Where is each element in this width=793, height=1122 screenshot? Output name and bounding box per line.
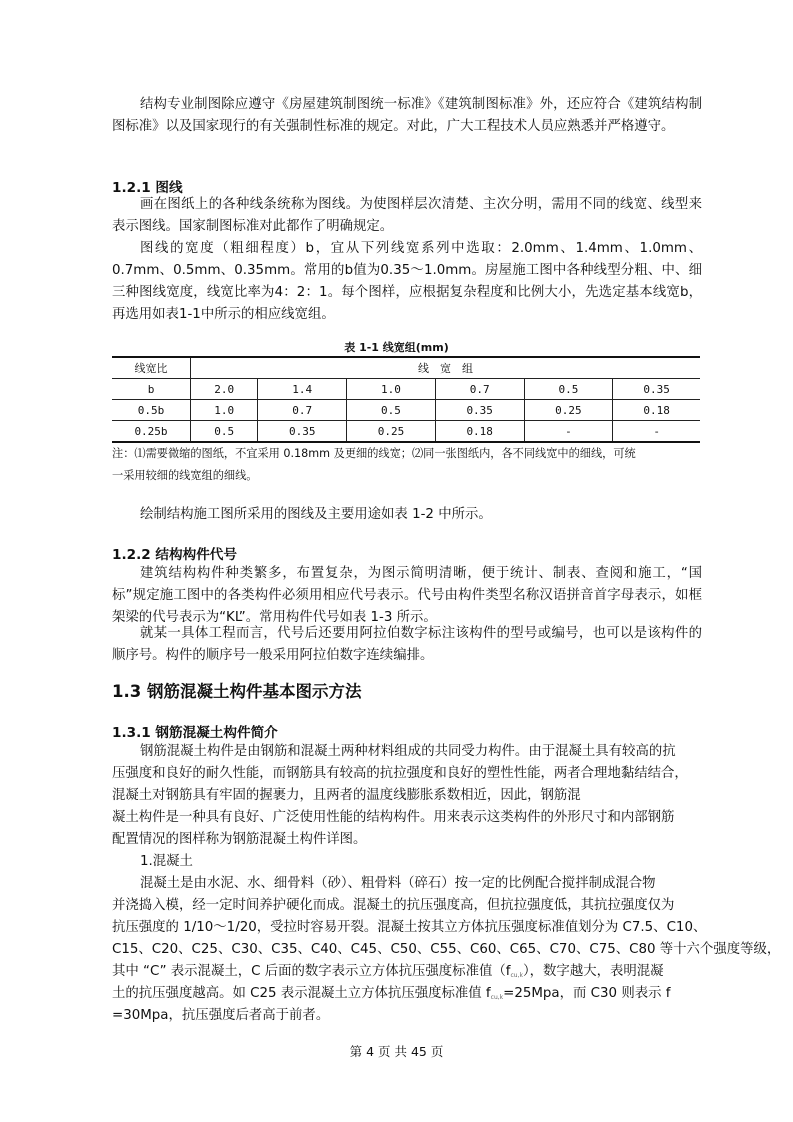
intro-line: 配置情况的图样称为钢筋混凝土构件详图。 <box>112 832 367 847</box>
table-cell: 0.7 <box>435 379 524 400</box>
header-groups: 线 宽 组 <box>191 357 701 379</box>
after-table-paragraph: 绘制结构施工图所采用的图线及主要用途如表 1-2 中所示。 <box>140 507 492 522</box>
table-cell: 0.5 <box>524 379 613 400</box>
intro-paragraph: 结构专业制图除应遵守《房屋建筑制图统一标准》《建筑制图标准》外，还应符合《建筑结构制图标准》以及国家现行的有关强制性标准的规定。对此，广大工程技术人员应熟悉并严格遵守。 <box>112 97 702 134</box>
table-cell: 0.18 <box>435 421 524 443</box>
subscript: cu,k <box>510 972 523 979</box>
page-footer: 第 4 页 共 45 页 <box>349 1044 444 1059</box>
table-cell: 1.0 <box>347 379 436 400</box>
section-1-3-heading: 1.3 钢筋混凝土构件基本图示方法 <box>112 682 362 701</box>
table-cell: 0.25 <box>347 421 436 443</box>
table-cell: b <box>112 379 191 400</box>
table-cell: 0.18 <box>613 400 700 421</box>
table-cell: - <box>613 421 700 443</box>
lines-paragraph-1: 画在图纸上的各种线条统称为图线。为使图样层次清楚、主次分明，需用不同的线宽、线型来表示图线。国家制图标准对此都作了明确规定。 <box>112 197 702 234</box>
table-row <box>112 379 700 400</box>
table-cell: 0.7 <box>258 400 347 421</box>
intro-line: 压强度和良好的耐久性能，而钢筋具有较高的抗拉强度和良好的塑性性能，两者合理地黏结结合， <box>112 766 688 781</box>
lines-paragraph-2: 图线的宽度（粗细程度）b，宜从下列线宽系列中选取：2.0mm、1.4mm、1.0mm、0.7mm、0.5mm、0.35mm。常用的b值为0.35～1.0mm。房屋施工图中各种线型分粗、中、细三种图线宽度，线宽比率为4：2：1。每个图样，应根据复杂程度和比例大小，先选定基本线宽b，再选用如表1-1中所示的相应线宽组。 <box>112 241 702 322</box>
intro-line: 钢筋混凝土构件是由钢筋和混凝土两种材料组成的共同受力构件。由于混凝土具有较高的抗 <box>140 744 676 759</box>
table-cell: 2.0 <box>191 379 258 400</box>
concrete-text: 土的抗压强度越高。如 C25 表示混凝土立方体抗压强度标准值 f <box>112 986 491 1001</box>
concrete-line: =30Mpa，抗压强度后者高于前者。 <box>112 1008 330 1023</box>
table-cell: 0.35 <box>613 379 700 400</box>
table-note-line-1: 注：⑴需要微缩的图纸，不宜采用 0.18mm 及更细的线宽；⑵同一张图纸内，各不同线宽中的细线，可统 <box>112 447 636 460</box>
section-1-2-1-heading: 1.2.1 图线 <box>112 180 183 196</box>
table-cell: 0.35 <box>435 400 524 421</box>
table-cell: 0.5 <box>191 421 258 443</box>
table-cell: 0.5 <box>347 400 436 421</box>
table-header-row <box>112 357 700 379</box>
concrete-line: 抗压强度的 1/10～1/20，受拉时容易开裂。混凝土按其立方体抗压强度标准值划分为 C7.5、C10、 <box>112 920 707 935</box>
concrete-line: 混凝土是由水泥、水、细骨料（砂）、粗骨料（碎石）按一定的比例配合搅拌制成混合物 <box>140 876 656 891</box>
concrete-line: 并浇捣入模，经一定时间养护硬化而成。混凝土的抗压强度高，但抗拉强度低，其抗拉强度仅为 <box>112 898 675 913</box>
header-ratio: 线宽比 <box>112 357 191 379</box>
concrete-text: =25Mpa，而 C30 则表示 f <box>503 986 671 1001</box>
section-1-2-2-heading: 1.2.2 结构构件代号 <box>112 547 237 563</box>
codes-paragraph-1: 建筑结构构件种类繁多，布置复杂，为图示简明清晰，便于统计、制表、查阅和施工，“国标”规定施工图中的各类构件必须用相应代号表示。代号由构件类型名称汉语拼音首字母表示，如框架梁的代号表示为“KL”。常用构件代号如表 1-3 所示。 <box>112 566 702 625</box>
subscript: cu,k <box>490 994 504 1001</box>
table-row <box>112 421 700 443</box>
concrete-text: 其中 “C” 表示混凝土，C 后面的数字表示立方体抗压强度标准值（f <box>112 964 511 979</box>
table-cell: 0.25 <box>524 400 613 421</box>
concrete-line: C15、C20、C25、C30、C35、C40、C45、C50、C55、C60、C65、C70、C75、C80 等十六个强度等级， <box>112 942 781 957</box>
table-cell: 0.25b <box>112 421 191 443</box>
table-cell: 0.35 <box>258 421 347 443</box>
line-width-table <box>112 356 700 443</box>
intro-line: 混凝土对钢筋具有牢固的握裹力，且两者的温度线膨胀系数相近，因此，钢筋混 <box>112 788 581 803</box>
concrete-text: ），数字越大，表明混凝 <box>522 964 664 979</box>
table-note-line-2: 一采用较细的线宽组的细线。 <box>112 469 258 482</box>
table-cell: 1.0 <box>191 400 258 421</box>
table-cell: 0.5b <box>112 400 191 421</box>
table-cell: 1.4 <box>258 379 347 400</box>
section-1-3-1-heading: 1.3.1 钢筋混凝土构件简介 <box>112 725 278 741</box>
table-cell: - <box>524 421 613 443</box>
table-caption: 表 1-1 线宽组(mm) <box>344 341 449 354</box>
codes-paragraph-2: 就某一具体工程而言，代号后还要用阿拉伯数字标注该构件的型号或编号，也可以是该构件的顺序号。构件的顺序号一般采用阿拉伯数字连续编排。 <box>112 626 702 663</box>
table-row <box>112 400 700 421</box>
item-concrete-heading: 1.混凝土 <box>140 854 193 869</box>
intro-line: 凝土构件是一种具有良好、广泛使用性能的结构构件。用来表示这类构件的外形尺寸和内部钢筋 <box>112 810 675 825</box>
